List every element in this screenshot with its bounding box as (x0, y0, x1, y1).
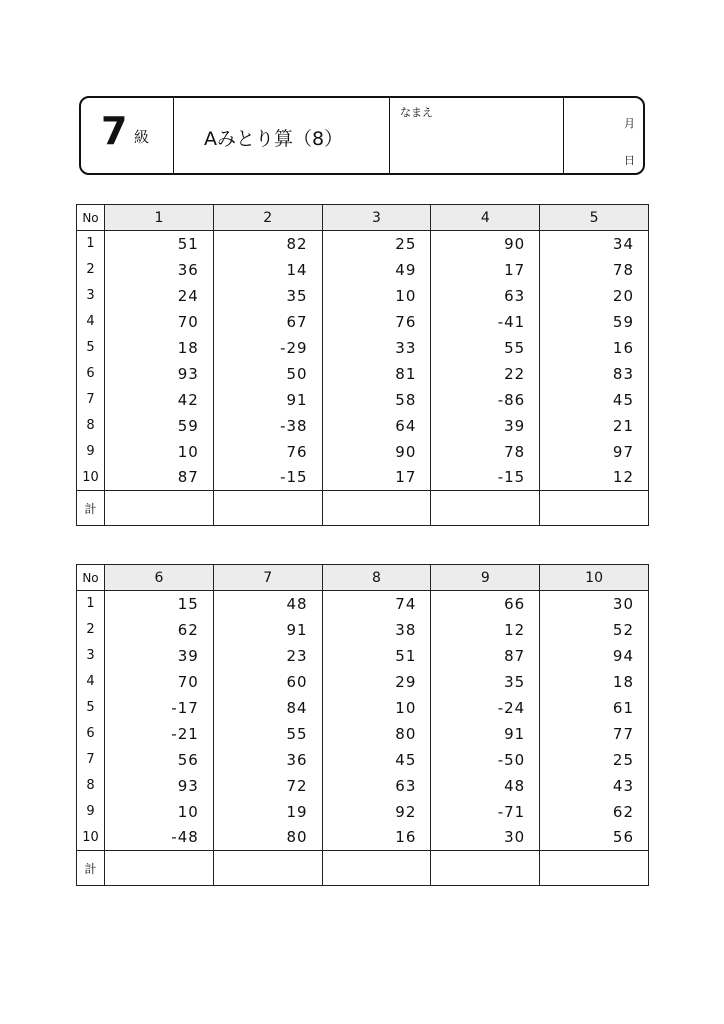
row-number: 5 (77, 335, 105, 361)
number-cell: 82 (213, 231, 322, 257)
number-cell: 20 (540, 283, 649, 309)
column-header: 4 (431, 205, 540, 231)
table-row (77, 257, 649, 283)
number-cell: 70 (105, 669, 214, 695)
number-cell: 76 (213, 439, 322, 465)
number-cell: 74 (322, 591, 431, 617)
row-number: 10 (77, 465, 105, 491)
number-cell: 90 (431, 231, 540, 257)
number-cell: -24 (431, 695, 540, 721)
number-cell: 64 (322, 413, 431, 439)
row-number: 9 (77, 439, 105, 465)
worksheet-title: Aみとり算（8） (204, 128, 344, 150)
number-cell: 83 (540, 361, 649, 387)
row-number: 2 (77, 617, 105, 643)
number-cell: 93 (105, 773, 214, 799)
number-cell: 29 (322, 669, 431, 695)
answer-cell[interactable] (213, 851, 322, 886)
row-number: 1 (77, 591, 105, 617)
table-row (77, 387, 649, 413)
number-cell: 34 (540, 231, 649, 257)
table-row (77, 413, 649, 439)
total-row (77, 491, 649, 526)
total-label: 計 (77, 851, 105, 886)
number-cell: 56 (105, 747, 214, 773)
table-row (77, 439, 649, 465)
number-cell: 56 (540, 825, 649, 851)
number-cell: 78 (540, 257, 649, 283)
number-cell: 19 (213, 799, 322, 825)
table-row (77, 747, 649, 773)
number-cell: 97 (540, 439, 649, 465)
number-cell: 10 (322, 283, 431, 309)
number-cell: 50 (213, 361, 322, 387)
number-cell: 12 (540, 465, 649, 491)
row-number: 7 (77, 747, 105, 773)
number-cell: 21 (540, 413, 649, 439)
number-cell: 45 (540, 387, 649, 413)
number-cell: 48 (213, 591, 322, 617)
number-cell: 60 (213, 669, 322, 695)
number-cell: 14 (213, 257, 322, 283)
number-cell: 77 (540, 721, 649, 747)
number-cell: 18 (540, 669, 649, 695)
column-header: 2 (213, 205, 322, 231)
number-cell: 30 (540, 591, 649, 617)
name-label: なまえ (400, 106, 433, 119)
row-number: 4 (77, 309, 105, 335)
table-row (77, 309, 649, 335)
answer-cell[interactable] (540, 491, 649, 526)
number-cell: 45 (322, 747, 431, 773)
column-header: 5 (540, 205, 649, 231)
number-cell: 10 (105, 799, 214, 825)
number-cell: 72 (213, 773, 322, 799)
number-cell: -15 (213, 465, 322, 491)
number-cell: -15 (431, 465, 540, 491)
row-number: 1 (77, 231, 105, 257)
title-box (174, 98, 390, 173)
table-row (77, 721, 649, 747)
column-header: 10 (540, 565, 649, 591)
number-cell: 90 (322, 439, 431, 465)
number-cell: -50 (431, 747, 540, 773)
number-cell: 23 (213, 643, 322, 669)
number-cell: 38 (322, 617, 431, 643)
number-cell: 30 (431, 825, 540, 851)
answer-cell[interactable] (322, 491, 431, 526)
number-cell: 55 (213, 721, 322, 747)
number-cell: 36 (105, 257, 214, 283)
number-cell: 10 (105, 439, 214, 465)
number-cell: 62 (105, 617, 214, 643)
table-row (77, 335, 649, 361)
number-cell: 25 (540, 747, 649, 773)
number-cell: 92 (322, 799, 431, 825)
day-label: 日 (624, 154, 635, 167)
number-cell: 36 (213, 747, 322, 773)
number-cell: 51 (322, 643, 431, 669)
number-cell: -41 (431, 309, 540, 335)
column-header: 7 (213, 565, 322, 591)
row-number: 7 (77, 387, 105, 413)
number-cell: 10 (322, 695, 431, 721)
answer-cell[interactable] (431, 491, 540, 526)
number-cell: 48 (431, 773, 540, 799)
level-box (81, 98, 174, 173)
number-cell: 52 (540, 617, 649, 643)
number-cell: 59 (105, 413, 214, 439)
number-cell: 91 (213, 617, 322, 643)
table-row (77, 283, 649, 309)
number-cell: 80 (322, 721, 431, 747)
number-cell: 61 (540, 695, 649, 721)
number-cell: 58 (322, 387, 431, 413)
number-cell: 16 (540, 335, 649, 361)
number-cell: 78 (431, 439, 540, 465)
number-cell: -29 (213, 335, 322, 361)
column-header: 9 (431, 565, 540, 591)
number-cell: 91 (431, 721, 540, 747)
number-cell: 80 (213, 825, 322, 851)
number-cell: 17 (322, 465, 431, 491)
problem-table-1 (76, 204, 649, 526)
number-cell: 55 (431, 335, 540, 361)
answer-cell[interactable] (213, 491, 322, 526)
table-row (77, 361, 649, 387)
number-cell: 62 (540, 799, 649, 825)
table-row (77, 465, 649, 491)
row-number: 9 (77, 799, 105, 825)
row-number: 10 (77, 825, 105, 851)
column-header: 8 (322, 565, 431, 591)
month-label: 月 (624, 117, 635, 130)
row-number: 3 (77, 643, 105, 669)
column-header: 6 (105, 565, 214, 591)
table-row (77, 591, 649, 617)
number-cell: 25 (322, 231, 431, 257)
number-cell: 39 (105, 643, 214, 669)
number-cell: 22 (431, 361, 540, 387)
table-row (77, 799, 649, 825)
number-cell: 91 (213, 387, 322, 413)
number-cell: 51 (105, 231, 214, 257)
number-cell: 42 (105, 387, 214, 413)
total-label: 計 (77, 491, 105, 526)
number-cell: 70 (105, 309, 214, 335)
no-header: No (77, 205, 105, 231)
number-cell: 87 (105, 465, 214, 491)
row-number: 2 (77, 257, 105, 283)
column-header: 1 (105, 205, 214, 231)
answer-cell[interactable] (105, 851, 214, 886)
table-row (77, 669, 649, 695)
column-header: 3 (322, 205, 431, 231)
table-body (77, 591, 649, 886)
number-cell: 33 (322, 335, 431, 361)
number-cell: 12 (431, 617, 540, 643)
number-cell: -38 (213, 413, 322, 439)
table-row (77, 773, 649, 799)
table-row (77, 695, 649, 721)
answer-cell[interactable] (540, 851, 649, 886)
number-cell: 94 (540, 643, 649, 669)
table-row (77, 617, 649, 643)
row-number: 5 (77, 695, 105, 721)
table-row (77, 231, 649, 257)
row-number: 3 (77, 283, 105, 309)
number-cell: 15 (105, 591, 214, 617)
no-header: No (77, 565, 105, 591)
row-number: 6 (77, 361, 105, 387)
number-cell: -48 (105, 825, 214, 851)
worksheet-header (79, 96, 645, 175)
total-row (77, 851, 649, 886)
number-cell: 24 (105, 283, 214, 309)
number-cell: 35 (431, 669, 540, 695)
row-number: 8 (77, 773, 105, 799)
number-cell: 16 (322, 825, 431, 851)
table-row (77, 825, 649, 851)
answer-cell[interactable] (431, 851, 540, 886)
number-cell: 76 (322, 309, 431, 335)
name-field[interactable] (390, 98, 564, 173)
number-cell: -21 (105, 721, 214, 747)
level-suffix: 級 (134, 128, 150, 146)
problem-table-2 (76, 564, 649, 886)
answer-cell[interactable] (322, 851, 431, 886)
number-cell: 63 (322, 773, 431, 799)
level-number: 7 (101, 109, 128, 153)
number-cell: 35 (213, 283, 322, 309)
number-cell: -86 (431, 387, 540, 413)
number-cell: 87 (431, 643, 540, 669)
number-cell: 63 (431, 283, 540, 309)
number-cell: 81 (322, 361, 431, 387)
number-cell: 66 (431, 591, 540, 617)
row-number: 6 (77, 721, 105, 747)
row-number: 8 (77, 413, 105, 439)
number-cell: 17 (431, 257, 540, 283)
number-cell: 59 (540, 309, 649, 335)
number-cell: 18 (105, 335, 214, 361)
date-field[interactable] (564, 98, 643, 173)
row-number: 4 (77, 669, 105, 695)
answer-cell[interactable] (105, 491, 214, 526)
number-cell: 67 (213, 309, 322, 335)
number-cell: -71 (431, 799, 540, 825)
number-cell: 49 (322, 257, 431, 283)
table-body (77, 231, 649, 526)
number-cell: -17 (105, 695, 214, 721)
table-row (77, 643, 649, 669)
number-cell: 39 (431, 413, 540, 439)
number-cell: 84 (213, 695, 322, 721)
number-cell: 93 (105, 361, 214, 387)
number-cell: 43 (540, 773, 649, 799)
